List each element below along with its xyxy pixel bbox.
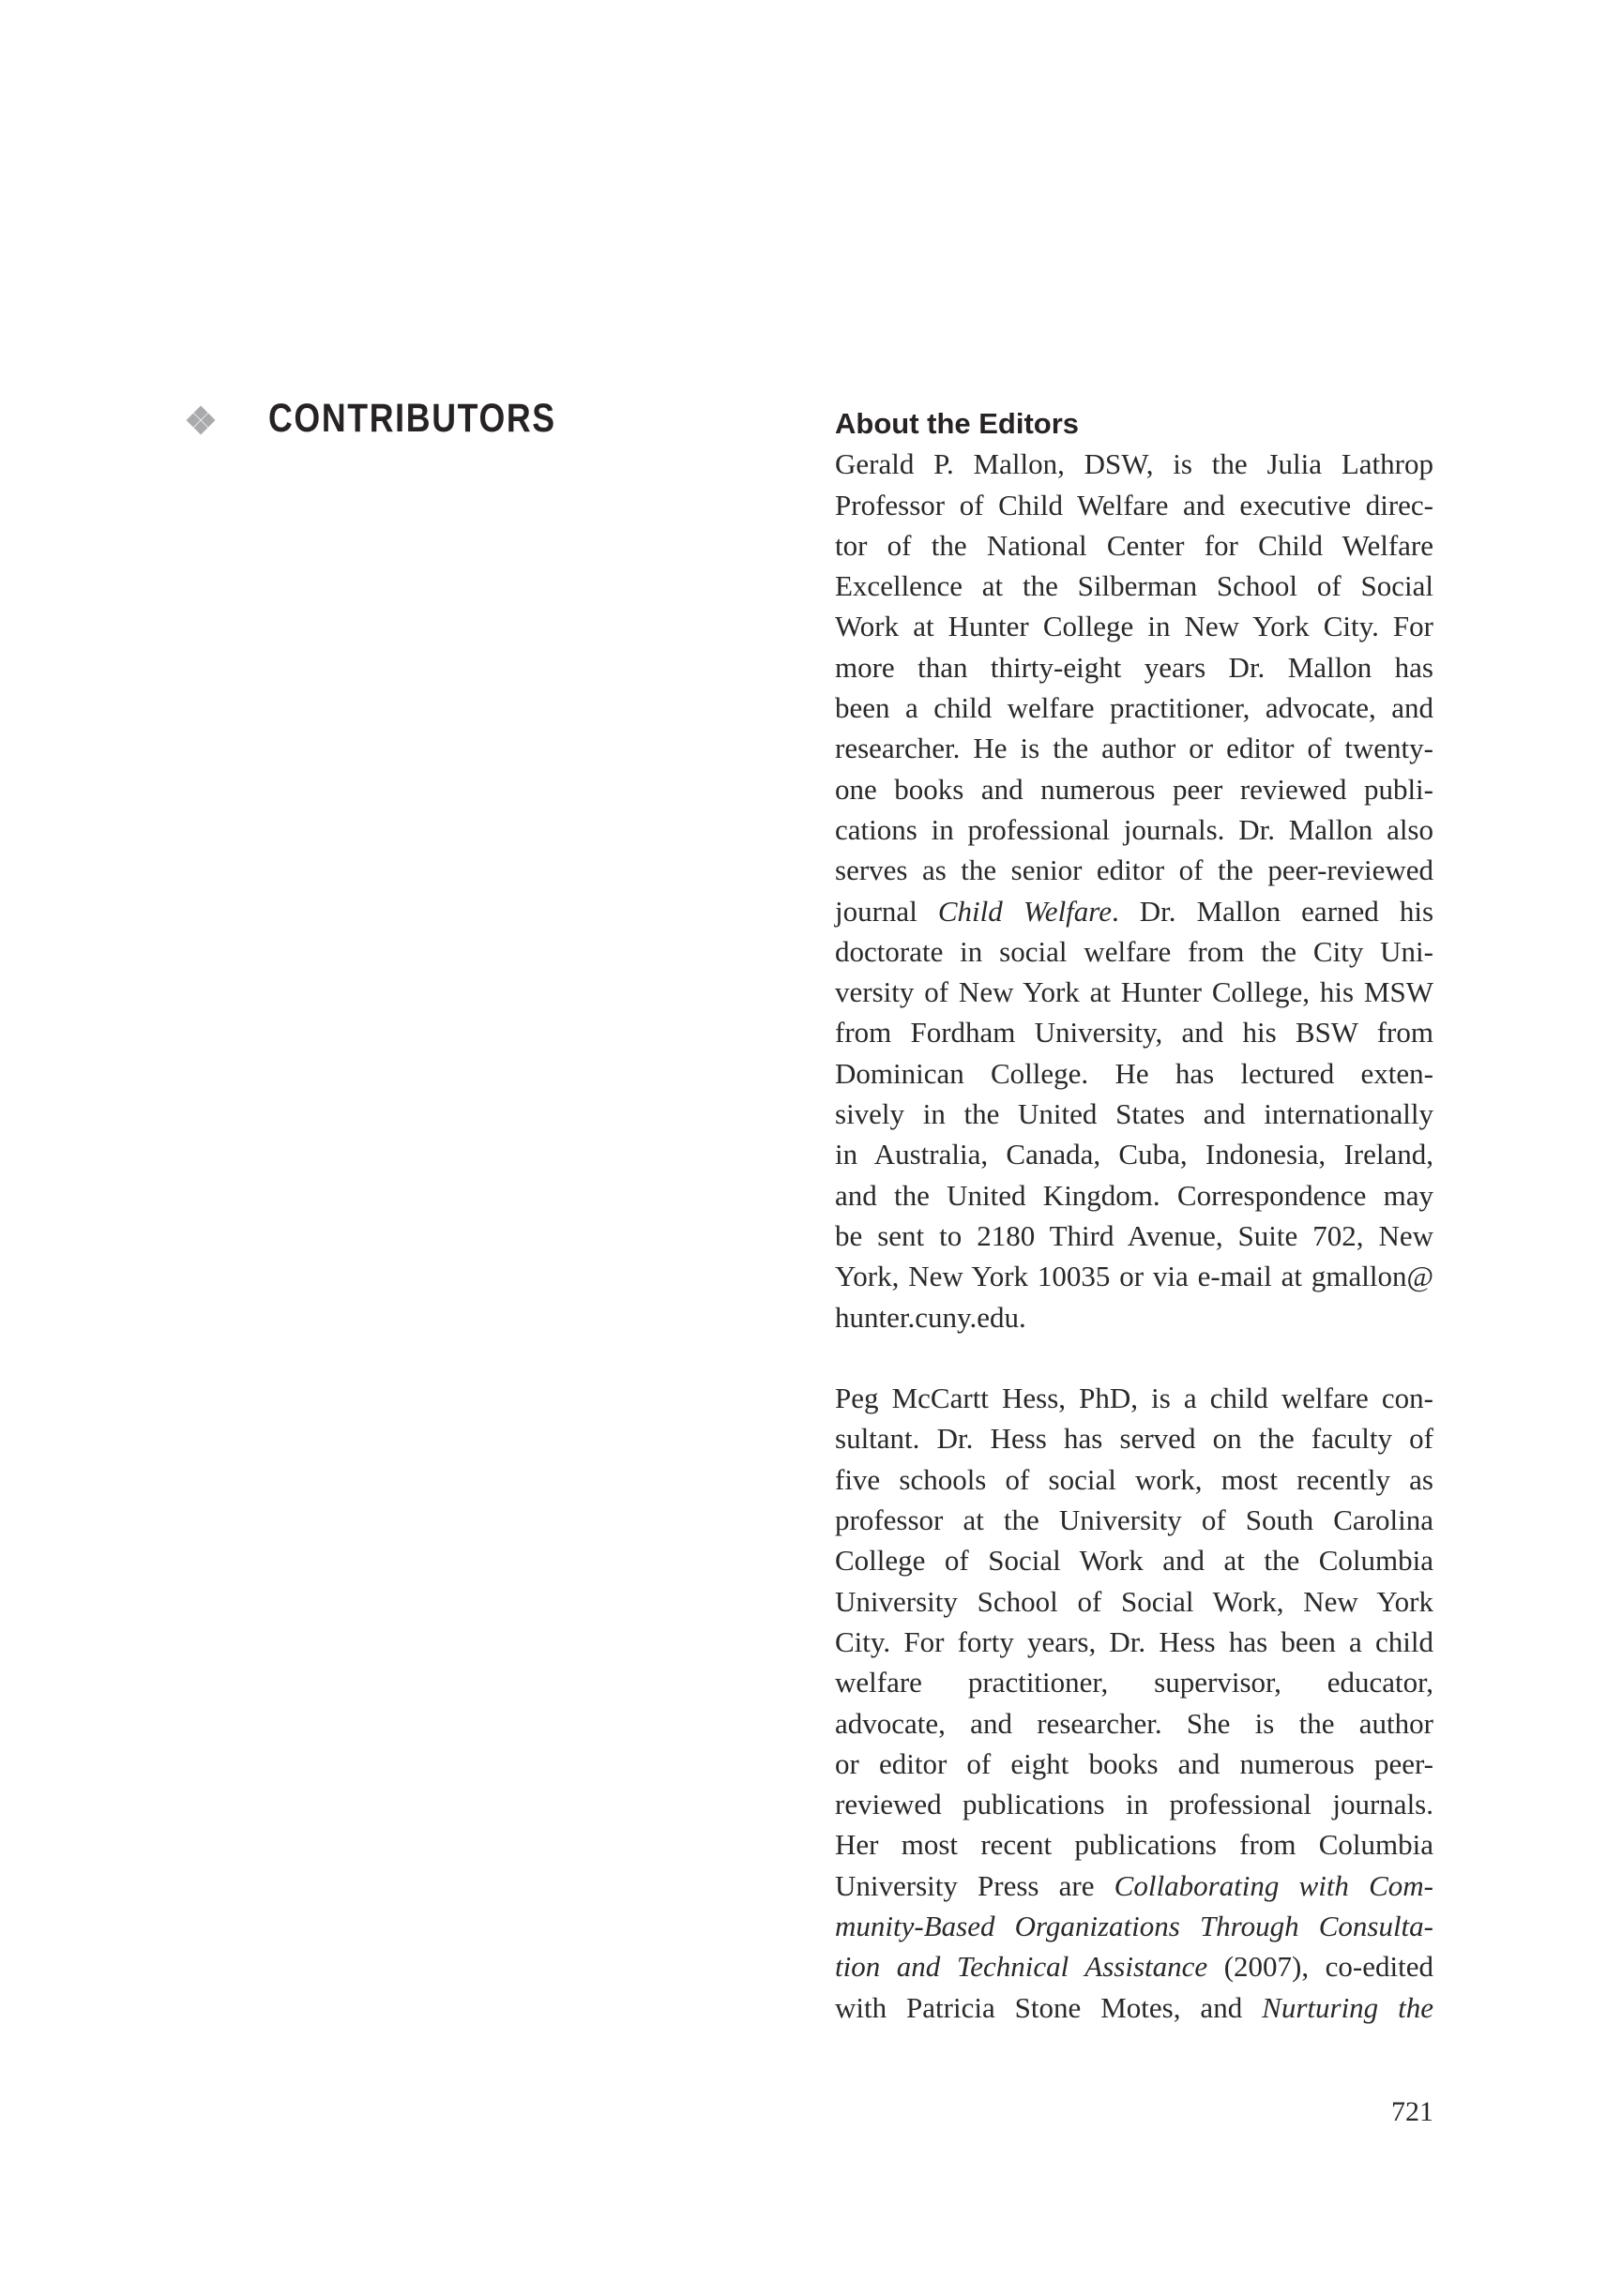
text-line: Peg McCartt Hess, PhD, is a child welfare con- [835, 1382, 1433, 1415]
text-line: sultant. Dr. Hess has served on the faculty of [835, 1422, 1433, 1456]
text-line: sively in the United States and internationally [835, 1097, 1433, 1131]
text-line: more than thirty-eight years Dr. Mallon has [835, 650, 1433, 684]
text-line: five schools of social work, most recently as [835, 1462, 1433, 1496]
page-number: 721 [1391, 2096, 1433, 2127]
text-line: munity-Based Organizations Through Consulta- [835, 1909, 1433, 1942]
text-line: been a child welfare practitioner, advocate, and [835, 691, 1433, 725]
text-line: in Australia, Canada, Cuba, Indonesia, Ireland, [835, 1138, 1433, 1171]
text-line: journal Child Welfare. Dr. Mallon earned his [835, 894, 1434, 928]
text-line: doctorate in social welfare from the City Uni- [835, 934, 1433, 968]
text-line: Professor of Child Welfare and executive direc- [835, 488, 1433, 521]
text-line: serves as the senior editor of the peer-reviewed [835, 853, 1433, 887]
text-line: advocate, and researcher. She is the author [835, 1706, 1433, 1740]
text-line: College of Social Work and at the Columbia [835, 1544, 1433, 1578]
diamond-ornament-icon [186, 405, 216, 435]
text-line: one books and numerous peer reviewed publi- [835, 772, 1433, 806]
text-line: be sent to 2180 Third Avenue, Suite 702, New [835, 1218, 1433, 1252]
text-line: welfare practitioner, supervisor, educator, [835, 1666, 1433, 1699]
text-line: with Patricia Stone Motes, and Nurturing the [835, 1990, 1434, 2024]
text-line: from Fordham University, and his BSW from [835, 1016, 1433, 1050]
text-line: professor at the University of South Carolina [835, 1503, 1433, 1537]
section-heading: About the Editors [835, 407, 1080, 440]
text-line: Her most recent publications from Columbia [835, 1828, 1433, 1862]
paragraph-gerald-mallon-bio [835, 444, 1433, 1337]
text-line: tion and Technical Assistance (2007), co-edited [835, 1950, 1433, 1984]
text-line: University School of Social Work, New York [835, 1584, 1433, 1618]
text-line: Work at Hunter College in New York City. For [835, 610, 1433, 643]
chapter-title: CONTRIBUTORS [268, 396, 556, 441]
text-line: Gerald P. Mallon, DSW, is the Julia Lathrop [835, 447, 1433, 481]
text-line: Excellence at the Silberman School of Social [835, 569, 1433, 603]
text-line: or editor of eight books and numerous peer- [835, 1746, 1433, 1780]
text-line: University Press are Collaborating with Com- [835, 1868, 1433, 1902]
text-line: Dominican College. He has lectured exten- [835, 1056, 1433, 1090]
paragraph-peg-mccartt-hess-bio [835, 1378, 1433, 2028]
text-line: York, New York 10035 or via e-mail at gmallon@ [835, 1260, 1433, 1293]
text-line: and the United Kingdom. Correspondence may [835, 1178, 1433, 1212]
text-line: reviewed publications in professional journals. [835, 1788, 1433, 1821]
text-line: versity of New York at Hunter College, his MSW [835, 975, 1433, 1009]
text-line: tor of the National Center for Child Welfare [835, 528, 1433, 562]
text-line: cations in professional journals. Dr. Mallon also [835, 812, 1433, 846]
text-line: City. For forty years, Dr. Hess has been a child [835, 1624, 1433, 1658]
text-column [835, 403, 1433, 2028]
text-line: hunter.cuny.edu. [835, 1300, 1026, 1334]
text-line: researcher. He is the author or editor of twenty- [835, 732, 1433, 765]
